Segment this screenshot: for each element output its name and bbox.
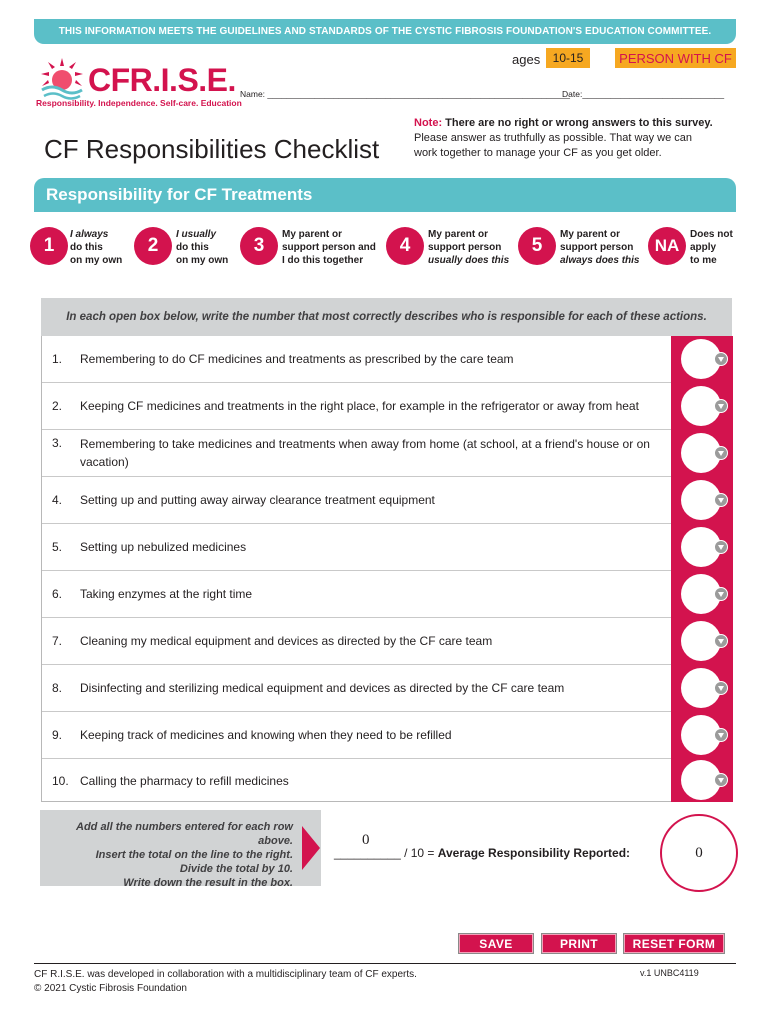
arrow-right-icon <box>302 826 320 870</box>
page-title: CF Responsibilities Checklist <box>44 134 380 164</box>
note-head: Note: <box>414 117 443 129</box>
cf-rise-logo <box>36 56 242 112</box>
chevron-down-icon[interactable] <box>714 587 728 601</box>
table-row <box>42 336 671 383</box>
chevron-down-icon[interactable] <box>714 446 728 460</box>
item-text: Keeping track of medicines and knowing when they need to be refilled <box>80 728 452 742</box>
answer-dropdown-10[interactable] <box>681 760 727 802</box>
scale-label: I usually do this on my own <box>176 229 229 266</box>
table-row <box>42 665 671 712</box>
logo-tagline: Responsibility. Independence. Self-care. Education <box>36 98 242 108</box>
item-number: 9. <box>52 728 63 742</box>
scale-key: 5 <box>518 227 556 265</box>
table-row <box>42 571 671 618</box>
item-text: Taking enzymes at the right time <box>80 587 253 601</box>
item-text: Setting up and putting away airway clearance treatment equipment <box>80 493 435 507</box>
item-number: 3. <box>52 436 63 450</box>
chevron-down-icon[interactable] <box>714 399 728 413</box>
scale-key: 3 <box>240 227 278 265</box>
version-code: v.1 UNBC4119 <box>640 968 699 978</box>
item-text: Calling the pharmacy to refill medicines <box>80 773 289 788</box>
note-line3: work together to manage your CF as you get older. <box>414 147 662 159</box>
instruction-bar <box>41 298 732 336</box>
item-number: 4. <box>52 493 63 507</box>
banner-text: THIS INFORMATION MEETS THE GUIDELINES AND STANDARDS OF THE CYSTIC FIBROSIS FOUNDATION'S EDUCATION COMMITTEE. <box>58 26 712 37</box>
chevron-down-icon[interactable] <box>714 681 728 695</box>
item-text: Setting up nebulized medicines <box>80 540 247 554</box>
answer-dropdown-4[interactable] <box>681 480 727 522</box>
table-row <box>42 712 671 759</box>
item-number: 7. <box>52 634 63 648</box>
chevron-down-icon[interactable] <box>714 634 728 648</box>
date-field[interactable]: Date:______________________________ <box>562 89 725 99</box>
chevron-down-icon[interactable] <box>714 493 728 507</box>
scale-key: NA <box>648 227 686 265</box>
section-title: Responsibility for CF Treatments <box>46 185 313 204</box>
average-result-field[interactable] <box>660 814 738 892</box>
answer-column <box>671 336 733 802</box>
name-field[interactable]: Name: ________________________________________________________________ <box>240 89 570 99</box>
calculation-instructions <box>40 810 321 889</box>
formula-line: __________ / 10 = <box>334 846 435 860</box>
print-button[interactable]: PRINT <box>541 933 617 954</box>
scale-key: 2 <box>134 227 172 265</box>
footer-divider <box>34 963 736 964</box>
footer-credits: CF R.I.S.E. was developed in collaboration with a multidisciplinary team of CF experts. © 2021 Cystic Fibrosis Foundation <box>34 969 417 994</box>
reset-form-button[interactable]: RESET FORM <box>623 933 725 954</box>
average-formula <box>334 846 630 860</box>
scale-label: My parent or support person always does this <box>560 229 640 266</box>
answer-dropdown-7[interactable] <box>681 621 727 663</box>
item-number: 5. <box>52 540 63 554</box>
answer-dropdown-3[interactable] <box>681 433 727 475</box>
person-with-cf-badge: PERSON WITH CF <box>615 48 736 68</box>
answer-dropdown-8[interactable] <box>681 668 727 710</box>
answer-dropdown-2[interactable] <box>681 386 727 428</box>
table-row <box>42 430 671 477</box>
result-value: 0 <box>695 844 703 861</box>
chevron-down-icon[interactable] <box>714 773 728 787</box>
answer-dropdown-6[interactable] <box>681 574 727 616</box>
scale-label: My parent or support person and I do this together <box>282 229 376 266</box>
scale-key: 1 <box>30 227 68 265</box>
answer-dropdown-9[interactable] <box>681 715 727 757</box>
scale-label: I always do this on my own <box>70 229 123 266</box>
answer-dropdown-5[interactable] <box>681 527 727 569</box>
survey-note <box>414 116 744 161</box>
item-number: 6. <box>52 587 63 601</box>
top-banner <box>34 19 736 44</box>
section-header <box>34 178 736 212</box>
item-number: 10. <box>52 773 69 788</box>
logo-wordmark: CFR.I.S.E. <box>88 62 236 98</box>
table-row <box>42 618 671 665</box>
instruction-text: In each open box below, write the number that most correctly describes who is responsible for each of these actions. <box>66 311 707 323</box>
item-number: 8. <box>52 681 63 695</box>
sun-logo-icon <box>38 56 86 104</box>
average-label: Average Responsibility Reported: <box>437 846 631 860</box>
item-number: 1. <box>52 352 63 366</box>
item-number: 2. <box>52 399 63 413</box>
item-text: Keeping CF medicines and treatments in the right place, for example in the refrigerator or away from heat <box>80 399 639 413</box>
chevron-down-icon[interactable] <box>714 352 728 366</box>
table-row <box>42 477 671 524</box>
table-row <box>42 524 671 571</box>
total-field[interactable]: 0 <box>362 832 370 848</box>
note-line2: Please answer as truthfully as possible. That way we can <box>414 132 692 144</box>
ages-label: ages <box>512 52 541 67</box>
ages-value: 10-15 <box>546 48 590 68</box>
note-bold: There are no right or wrong answers to this survey. <box>445 117 713 129</box>
table-row <box>42 383 671 430</box>
chevron-down-icon[interactable] <box>714 728 728 742</box>
calc-text: Add all the numbers entered for each row above. Insert the total on the line to the right. Divide the total by 10. Write down the result in the box. <box>76 821 293 889</box>
save-button[interactable]: SAVE <box>458 933 534 954</box>
chevron-down-icon[interactable] <box>714 540 728 554</box>
item-text: Remembering to do CF medicines and treatments as prescribed by the care team <box>80 352 514 366</box>
checklist-table <box>41 336 732 802</box>
scale-label: Does not apply to me <box>690 229 733 266</box>
scale-key: 4 <box>386 227 424 265</box>
scale-label: My parent or support person usually does this <box>428 229 510 266</box>
answer-dropdown-1[interactable] <box>681 339 727 381</box>
item-text: Disinfecting and sterilizing medical equipment and devices as directed by the CF care team <box>80 681 565 695</box>
item-text: Cleaning my medical equipment and devices as directed by the CF care team <box>80 634 493 648</box>
item-text: Remembering to take medicines and treatments when away from home (at school, at a friend's house or on vacation) <box>80 437 650 469</box>
table-row <box>42 759 671 802</box>
